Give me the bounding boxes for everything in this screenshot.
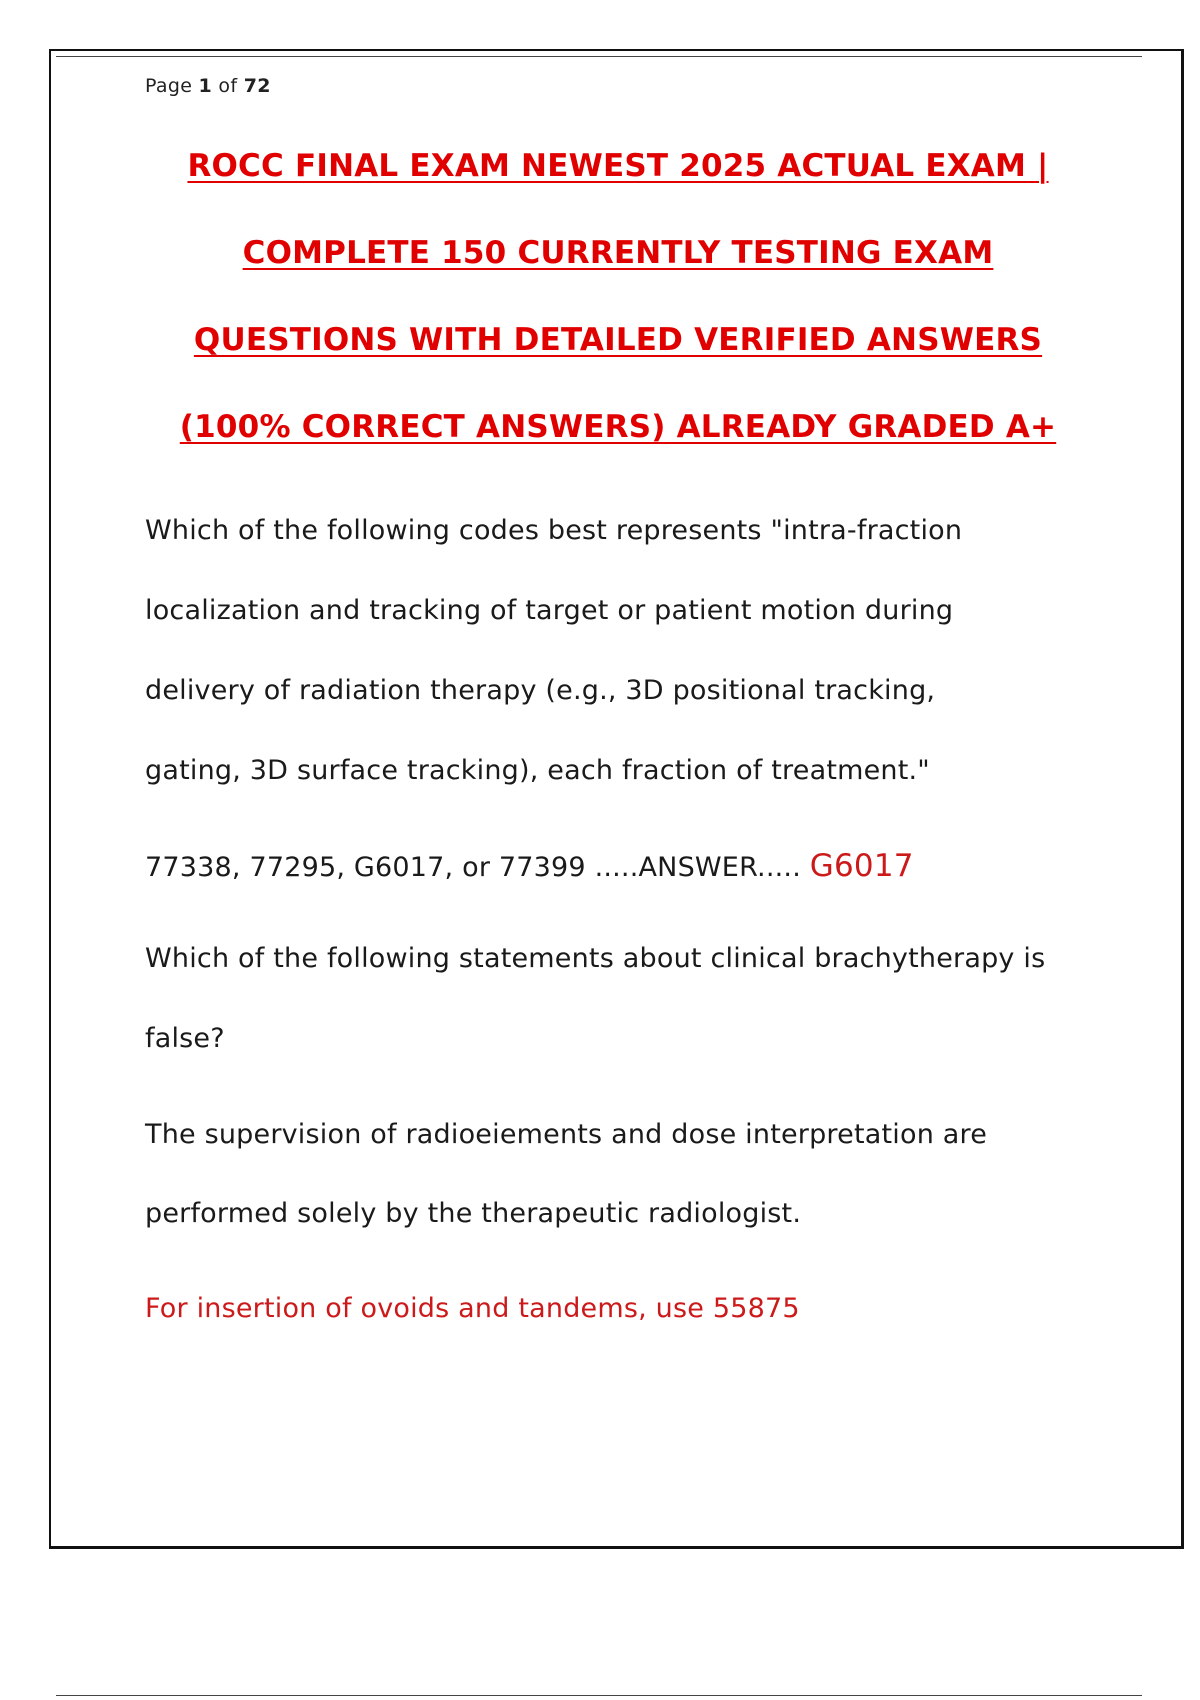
header-rule — [56, 56, 1142, 57]
question1-answer: G6017 — [809, 848, 914, 884]
footer-rule — [56, 1695, 1142, 1696]
question1-line-3: delivery of radiation therapy (e.g., 3D positional tracking, — [145, 675, 936, 706]
page-indicator — [145, 75, 271, 97]
question2-line-2: false? — [145, 1023, 225, 1054]
question2-statement-line-1: The supervision of radioeiements and dose interpretation are — [145, 1119, 988, 1150]
question1-line-2: localization and tracking of target or patient motion during — [145, 595, 954, 626]
question2-statement-line-2: performed solely by the therapeutic radiologist. — [145, 1198, 802, 1229]
title-line-2: COMPLETE 150 CURRENTLY TESTING EXAM — [242, 235, 994, 271]
question1-line-1: Which of the following codes best represents "intra-fraction — [145, 515, 963, 546]
page-label: Page — [145, 75, 193, 97]
question1-options — [145, 848, 914, 884]
question1-options-text: 77338, 77295, G6017, or 77399 .....ANSWER..... — [145, 852, 801, 883]
title-line-4: (100% CORRECT ANSWERS) ALREADY GRADED A+ — [179, 409, 1057, 445]
title-line-3: QUESTIONS WITH DETAILED VERIFIED ANSWERS — [193, 322, 1043, 358]
page-total: 72 — [243, 75, 271, 97]
page-of: of — [218, 75, 238, 97]
question2-line-1: Which of the following statements about clinical brachytherapy is — [145, 943, 1046, 974]
page-current: 1 — [198, 75, 213, 97]
question1-line-4: gating, 3D surface tracking), each fraction of treatment." — [145, 755, 930, 786]
page-border — [49, 49, 1184, 1549]
question2-answer: For insertion of ovoids and tandems, use 55875 — [145, 1293, 800, 1324]
title-line-1: ROCC FINAL EXAM NEWEST 2025 ACTUAL EXAM | — [187, 148, 1049, 184]
